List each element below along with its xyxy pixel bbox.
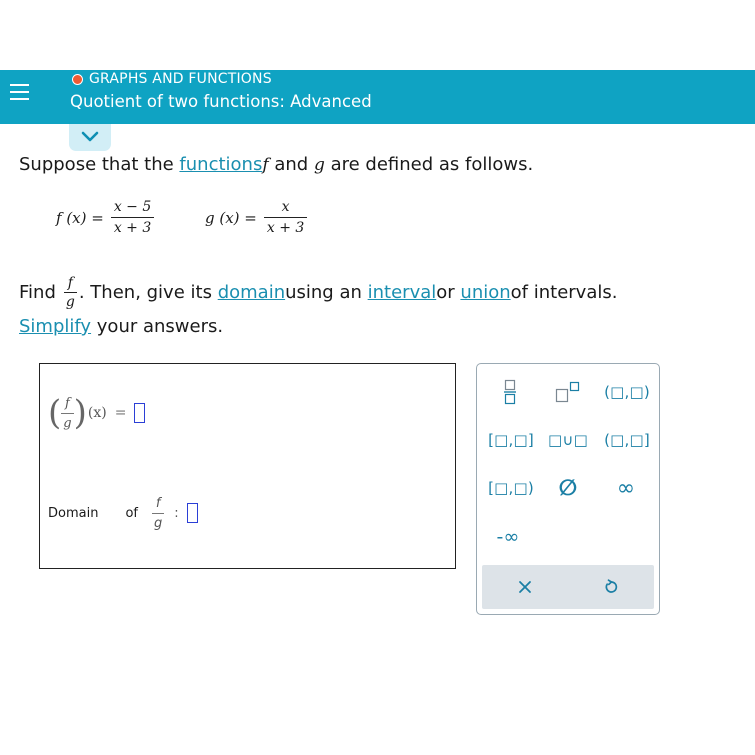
f-symbol: f — [262, 155, 269, 175]
instruction-text: or — [436, 281, 455, 303]
simplify-link[interactable]: Simplify — [19, 316, 92, 337]
quotient-numerator: f — [65, 395, 70, 411]
negative-infinity-key[interactable]: -∞ — [496, 526, 520, 548]
union-link[interactable]: union — [460, 281, 511, 303]
closed-interval-key[interactable]: [□,□] — [488, 431, 534, 449]
fraction-template-icon — [503, 379, 517, 405]
expand-toggle[interactable] — [69, 124, 111, 151]
undo-button[interactable] — [568, 565, 654, 609]
instructions-line — [19, 268, 617, 316]
colon: : — [174, 505, 179, 521]
undo-icon — [603, 579, 619, 595]
interval-link[interactable]: interval — [367, 281, 437, 303]
quotient-row — [48, 388, 145, 438]
chevron-down-icon — [80, 131, 100, 143]
domain-fraction — [152, 496, 164, 531]
quotient-fraction — [61, 396, 73, 431]
g-symbol: g — [313, 155, 325, 175]
domain-label: Domain — [48, 505, 99, 521]
prompt-text: and — [268, 154, 314, 175]
find-text: Find — [19, 281, 56, 303]
g-fraction — [264, 199, 307, 236]
domain-denominator: g — [152, 513, 164, 531]
exponent-template-icon — [554, 381, 582, 403]
domain-numerator: f — [155, 495, 161, 511]
simplify-line — [19, 315, 223, 339]
left-paren: ( — [48, 393, 62, 433]
keypad-action-bar — [482, 565, 654, 609]
fraction-denominator: g — [65, 293, 75, 310]
g-denominator: x + 3 — [264, 217, 307, 236]
instruction-text: using an — [285, 281, 362, 303]
g-lhs: g (x) = — [205, 208, 257, 227]
header-bar — [0, 70, 755, 124]
answer-area — [39, 363, 456, 569]
union-key[interactable]: □∪□ — [548, 431, 588, 449]
domain-answer-input[interactable] — [187, 503, 198, 523]
category-label: GRAPHS AND FUNCTIONS — [89, 71, 272, 87]
prompt-text: are defined as follows. — [324, 154, 534, 175]
right-paren: ) — [73, 393, 87, 433]
f-denominator: x + 3 — [111, 217, 154, 236]
instruction-text: your answers. — [91, 316, 224, 337]
quotient-answer-input[interactable] — [134, 403, 145, 423]
of-label: of — [125, 505, 138, 521]
domain-row — [48, 488, 198, 538]
infinity-key[interactable]: ∞ — [616, 475, 636, 501]
functions-link[interactable]: functions — [179, 154, 263, 175]
topic-title: Quotient of two functions: Advanced — [70, 92, 372, 111]
half-open-left-closed-key[interactable]: [□,□) — [488, 479, 534, 497]
menu-icon[interactable] — [8, 80, 32, 104]
f-over-g — [64, 275, 77, 310]
fraction-numerator: f — [67, 274, 73, 291]
topic-category — [72, 70, 272, 88]
equals-sign: = — [114, 405, 127, 421]
f-numerator: x − 5 — [113, 199, 152, 215]
f-lhs: f (x) = — [56, 208, 104, 227]
open-interval-key[interactable]: (□,□) — [604, 383, 650, 401]
g-definition — [205, 199, 307, 236]
fraction-key[interactable] — [489, 372, 531, 412]
clear-button[interactable] — [482, 565, 568, 609]
problem-statement — [19, 153, 533, 177]
instruction-text: of intervals. — [510, 281, 618, 303]
f-definition — [56, 199, 154, 236]
prompt-text: Suppose that the — [19, 154, 180, 175]
domain-link[interactable]: domain — [217, 281, 286, 303]
exponent-key[interactable] — [547, 372, 589, 412]
instruction-text: . Then, give its — [78, 281, 212, 303]
half-open-right-closed-key[interactable]: (□,□] — [604, 431, 650, 449]
math-keypad — [476, 363, 660, 615]
status-dot — [72, 74, 83, 85]
x-icon — [518, 580, 532, 594]
empty-set-key[interactable]: ∅ — [558, 475, 578, 501]
quotient-denominator: g — [61, 413, 73, 431]
f-fraction — [111, 199, 154, 236]
g-numerator: x — [281, 199, 290, 215]
quotient-argument: (x) — [87, 405, 107, 421]
